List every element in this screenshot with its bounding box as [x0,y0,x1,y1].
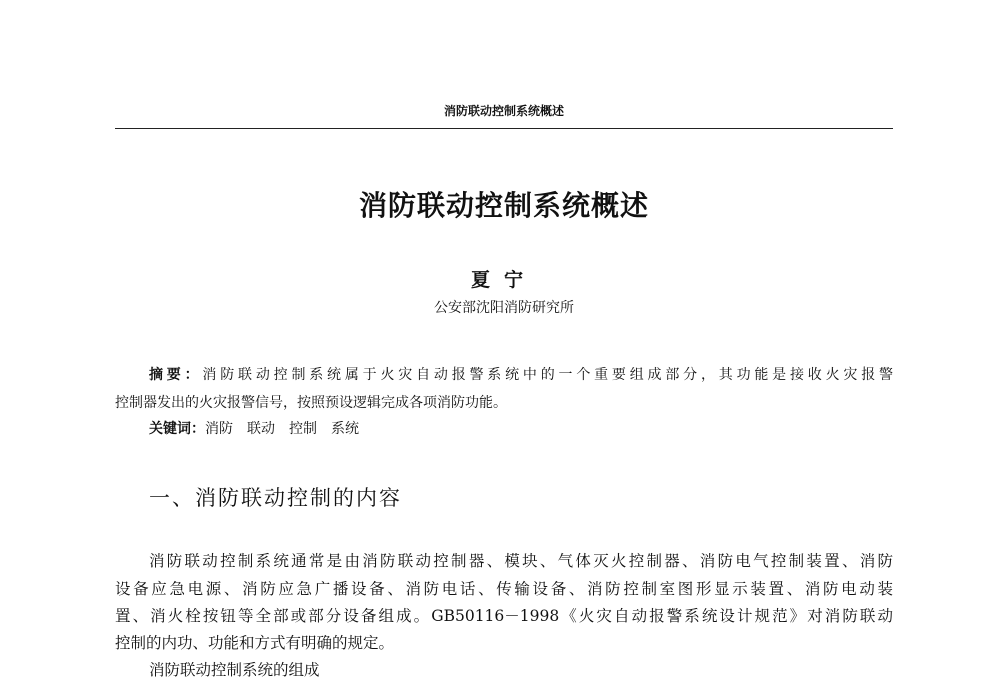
header-rule [115,128,893,129]
affiliation: 公安部沈阳消防研究所 [434,300,574,316]
body-line-4: 控制的内功、功能和方式有明确的规定。 [115,634,395,652]
keywords-text: 消防 联动 控制 系统 [205,421,359,437]
abstract-line-2: 控制器发出的火灾报警信号，按照预设逻辑完成各项消防功能。 [115,395,507,411]
section-heading: 一、消防联动控制的内容 [149,486,402,510]
body-line-2: 设备应急电源、消防应急广播设备、消防电话、传输设备、消防控制室图形显示装置、消防电动装 [115,580,893,598]
keywords-label: 关键词： [149,421,205,437]
body-line-3: 置、消火栓按钮等全部或部分设备组成。GB50116－1998《火灾自动报警系统设计规范》对消防联动 [115,607,893,625]
abstract-line-1 [149,364,893,384]
author: 夏宁 [470,269,537,291]
subheading: 消防联动控制系统的组成 [149,661,320,679]
abstract-label: 摘要： [149,367,203,383]
running-head: 消防联动控制系统概述 [443,104,564,118]
body-line-1: 消防联动控制系统通常是由消防联动控制器、模块、气体灭火控制器、消防电气控制装置、消防 [149,552,893,570]
abstract-text: 消防联动控制系统属于火灾自动报警系统中的一个重要组成部分，其功能是接收火灾报警 [202,367,894,383]
keywords [149,418,893,438]
document-title: 消防联动控制系统概述 [358,189,649,222]
